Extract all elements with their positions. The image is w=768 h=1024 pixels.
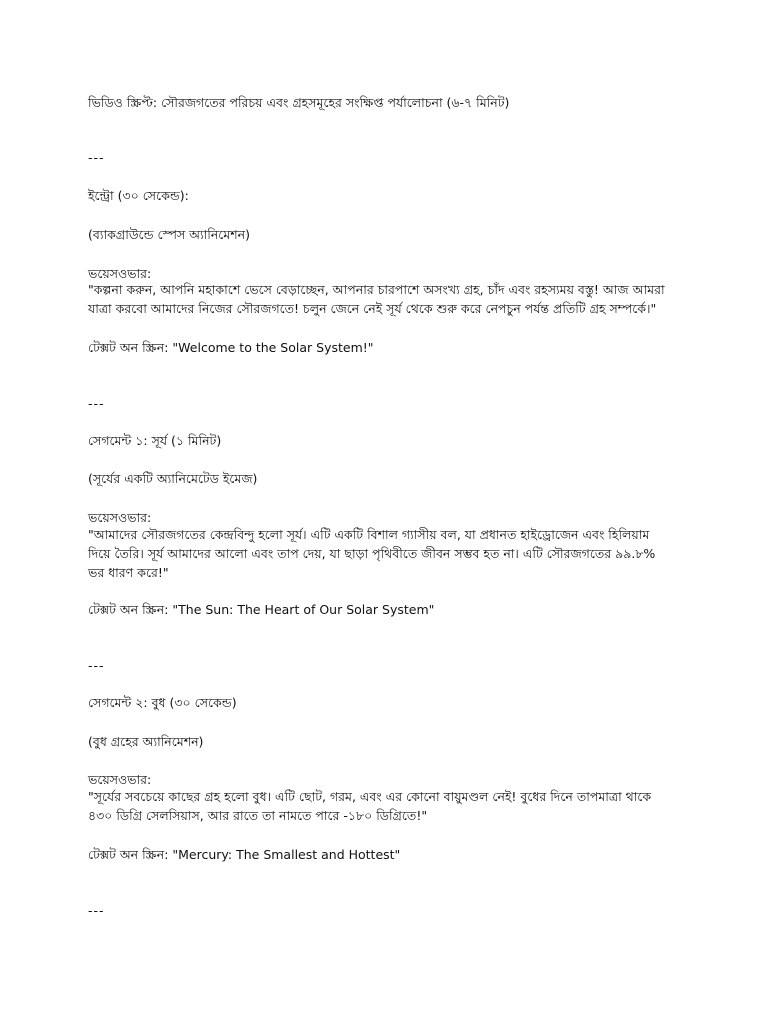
segment2-heading: সেগমেন্ট ২: বুধ (৩০ সেকেন্ড) bbox=[88, 695, 237, 710]
segment2-onscreen-text: টেক্সট অন স্ক্রিন: "Mercury: The Smallest and Hottest" bbox=[88, 847, 401, 862]
separator: --- bbox=[88, 903, 105, 918]
separator: --- bbox=[88, 150, 105, 165]
segment1-heading: সেগমেন্ট ১: সূর্য (১ মিনিট) bbox=[88, 433, 222, 448]
separator: --- bbox=[88, 396, 105, 411]
intro-voiceover-label: ভয়েসওভার: bbox=[88, 266, 152, 281]
segment1-onscreen-text: টেক্সট অন স্ক্রিন: "The Sun: The Heart of Our Solar System" bbox=[88, 602, 435, 617]
segment2-visual-note: (বুধ গ্রহের অ্যানিমেশন) bbox=[88, 734, 204, 749]
separator: --- bbox=[88, 658, 105, 673]
segment1-visual-note: (সূর্যের একটি অ্যানিমেটেড ইমেজ) bbox=[88, 471, 258, 486]
segment2-voiceover-label: ভয়েসওভার: bbox=[88, 772, 152, 787]
intro-voiceover-text: "কল্পনা করুন, আপনি মহাকাশে ভেসে বেড়াচ্ছেন, আপনার চারপাশে অসংখ্য গ্রহ, চাঁদ এবং রহস্যময় বস্তু! আজ আমরা যাত্রা করবো আমাদের নিজের সৌরজগতে! চলুন জেনে নেই সূর্য থেকে শুরু করে নেপচুন পর্যন্ত প্রতিটি গ্রহ সম্পর্কে।" bbox=[88, 282, 665, 316]
segment2-voiceover-text: "সূর্যের সবচেয়ে কাছের গ্রহ হলো বুধ। এটি ছোট, গরম, এবং এর কোনো বায়ুমণ্ডল নেই! বুধের দিনে তাপমাত্রা থাকে ৪৩০ ডিগ্রি সেলসিয়াস, আর রাতে তা নামতে পারে -১৮০ ডিগ্রিতে!" bbox=[88, 789, 652, 823]
intro-heading: ইন্ট্রো (৩০ সেকেন্ড): bbox=[88, 188, 189, 203]
segment1-voiceover-text: "আমাদের সৌরজগতের কেন্দ্রবিন্দু হলো সূর্য। এটি একটি বিশাল গ্যাসীয় বল, যা প্রধানত হাইড্রোজেন এবং হিলিয়াম দিয়ে তৈরি। সূর্য আমাদের আলো এবং তাপ দেয়, যা ছাড়া পৃথিবীতে জীবন সম্ভব হত না। এটি সৌরজগতের ৯৯.৮% ভর ধারণ করে!" bbox=[88, 527, 656, 580]
intro-onscreen-text: টেক্সট অন স্ক্রিন: "Welcome to the Solar System!" bbox=[88, 340, 374, 355]
document-title: ভিডিও স্ক্রিপ্ট: সৌরজগতের পরিচয় এবং গ্রহসমূহের সংক্ষিপ্ত পর্যালোচনা (৬-৭ মিনিট) bbox=[88, 95, 510, 110]
segment1-voiceover-label: ভয়েসওভার: bbox=[88, 510, 152, 525]
intro-visual-note: (ব্যাকগ্রাউন্ডে স্পেস অ্যানিমেশন) bbox=[88, 227, 250, 242]
